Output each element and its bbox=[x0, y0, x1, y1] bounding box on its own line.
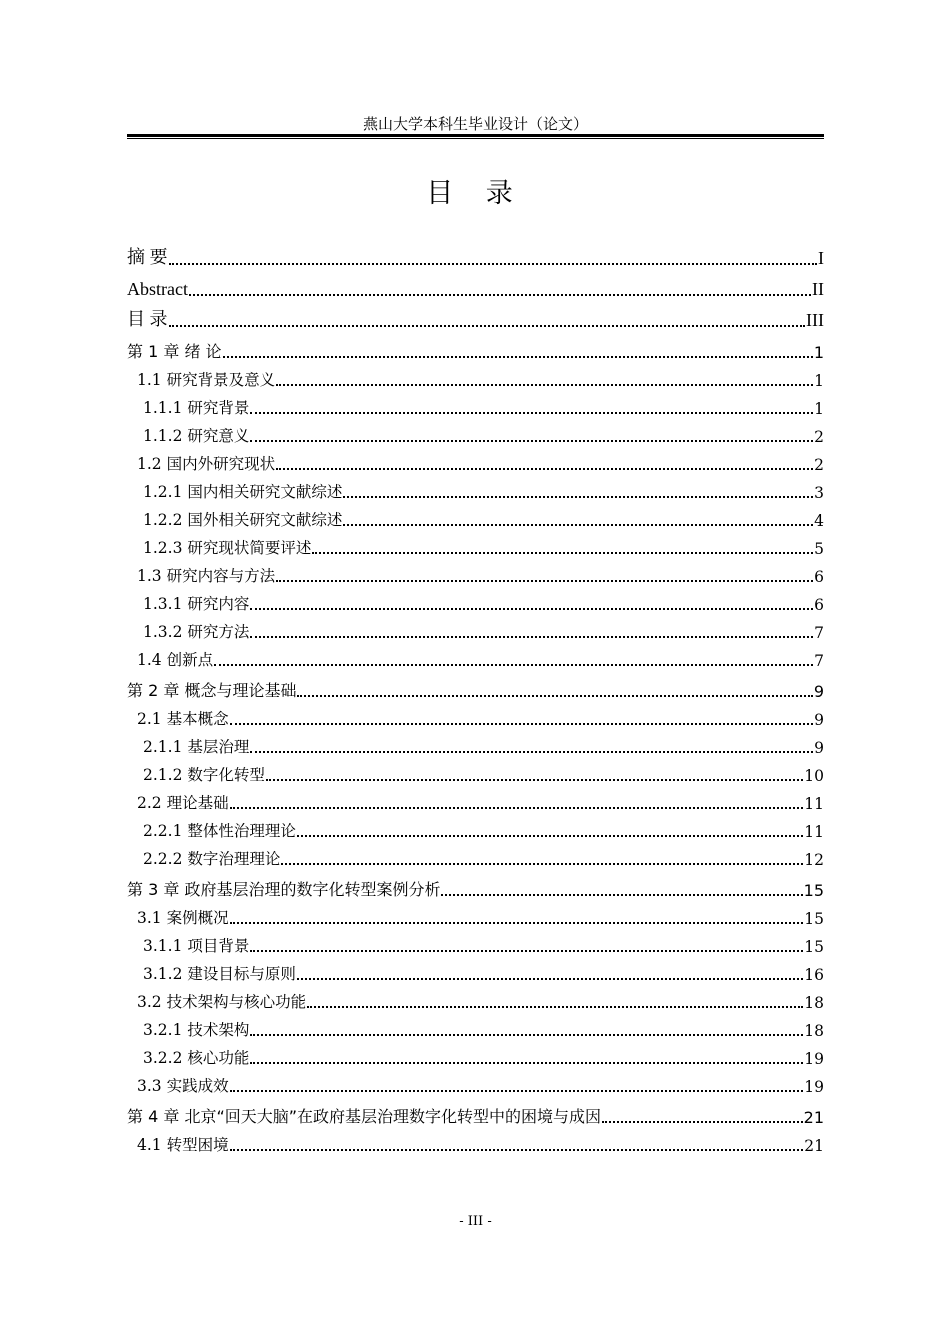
toc-entry-page: 16 bbox=[804, 966, 824, 984]
toc-entry[interactable] bbox=[127, 502, 824, 530]
toc-entry[interactable] bbox=[127, 1040, 824, 1068]
toc-entry-page: 12 bbox=[804, 851, 824, 869]
toc-entry[interactable] bbox=[127, 474, 824, 502]
toc-entry-label: Abstract bbox=[127, 279, 188, 299]
toc-leader-dots bbox=[189, 278, 811, 296]
toc-entry[interactable] bbox=[127, 813, 824, 841]
toc-leader-dots bbox=[230, 708, 814, 726]
toc-entry-label: 2.1.1 基层治理 bbox=[143, 738, 250, 756]
toc-leader-dots bbox=[343, 481, 813, 499]
toc-leader-dots bbox=[281, 848, 803, 866]
toc-entry-label: 2.1 基本概念 bbox=[137, 710, 229, 728]
toc-entry[interactable] bbox=[127, 446, 824, 474]
toc-entry[interactable] bbox=[127, 530, 824, 558]
toc-entry-label: 1.1 研究背景及意义 bbox=[137, 371, 276, 389]
toc-entry[interactable] bbox=[127, 900, 824, 928]
toc-leader-dots bbox=[266, 764, 803, 782]
toc-entry-label: 1.3 研究内容与方法 bbox=[137, 567, 276, 585]
table-of-contents bbox=[127, 238, 824, 1155]
toc-entry-page: 9 bbox=[814, 711, 824, 729]
toc-leader-dots bbox=[297, 820, 803, 838]
toc-entry-page: 21 bbox=[803, 1108, 824, 1127]
toc-entry-page: 18 bbox=[804, 994, 824, 1012]
toc-leader-dots bbox=[223, 340, 813, 358]
toc-entry[interactable] bbox=[127, 1068, 824, 1096]
toc-leader-dots bbox=[343, 509, 813, 527]
toc-leader-dots bbox=[250, 621, 813, 639]
toc-entry-page: 7 bbox=[814, 624, 824, 642]
running-header: 燕山大学本科生毕业设计（论文） bbox=[362, 115, 588, 133]
toc-entry-label: 目 录 bbox=[127, 309, 168, 329]
toc-entry-label: 1.3.1 研究内容 bbox=[143, 595, 250, 613]
toc-leader-dots bbox=[230, 907, 804, 925]
toc-entry-page: 5 bbox=[814, 540, 824, 558]
toc-leader-dots bbox=[169, 309, 806, 327]
toc-entry[interactable] bbox=[127, 642, 824, 670]
toc-entry[interactable] bbox=[127, 757, 824, 785]
toc-entry-label: 1.2.1 国内相关研究文献综述 bbox=[143, 483, 343, 501]
toc-leader-dots bbox=[602, 1105, 803, 1123]
toc-leader-dots bbox=[250, 593, 813, 611]
toc-entry-label: 3.1.2 建设目标与原则 bbox=[143, 965, 296, 983]
header-rule-thin bbox=[127, 138, 824, 139]
toc-leader-dots bbox=[307, 991, 803, 1009]
toc-entry-page: 4 bbox=[814, 512, 824, 530]
toc-entry[interactable] bbox=[127, 614, 824, 642]
toc-entry-label: 1.3.2 研究方法 bbox=[143, 623, 250, 641]
toc-entry-page: 15 bbox=[804, 910, 824, 928]
toc-leader-dots bbox=[441, 878, 802, 896]
toc-entry-label: 3.2.1 技术架构 bbox=[143, 1021, 250, 1039]
toc-entry[interactable] bbox=[127, 300, 824, 331]
toc-entry-page: 7 bbox=[814, 652, 824, 670]
toc-entry[interactable] bbox=[127, 956, 824, 984]
toc-entry[interactable] bbox=[127, 729, 824, 757]
toc-entry-label: 2.2.1 整体性治理理论 bbox=[143, 822, 296, 840]
toc-leader-dots bbox=[276, 369, 813, 387]
toc-entry[interactable] bbox=[127, 1127, 824, 1155]
toc-entry-page: 1 bbox=[814, 400, 824, 418]
toc-entry-label: 第 3 章 政府基层治理的数字化转型案例分析 bbox=[127, 880, 441, 899]
toc-entry-label: 1.1.1 研究背景 bbox=[143, 399, 250, 417]
toc-entry-page: II bbox=[812, 279, 824, 299]
toc-entry-page: 19 bbox=[804, 1050, 824, 1068]
toc-entry-label: 第 1 章 绪 论 bbox=[127, 342, 222, 361]
toc-entry-page: 6 bbox=[814, 596, 824, 614]
toc-entry[interactable] bbox=[127, 238, 824, 269]
toc-leader-dots bbox=[230, 1134, 804, 1152]
toc-entry-page: 15 bbox=[803, 881, 824, 900]
toc-entry-label: 1.2 国内外研究现状 bbox=[137, 455, 276, 473]
toc-entry-page: 9 bbox=[813, 682, 824, 701]
toc-entry-label: 摘 要 bbox=[127, 247, 168, 267]
toc-entry-page: III bbox=[806, 310, 824, 330]
toc-entry[interactable] bbox=[127, 670, 824, 701]
toc-entry-label: 4.1 转型困境 bbox=[137, 1136, 229, 1154]
toc-entry-label: 1.4 创新点 bbox=[137, 651, 214, 669]
toc-leader-dots bbox=[297, 679, 812, 697]
page-title: 目 录 bbox=[426, 178, 525, 209]
toc-entry-page: 2 bbox=[814, 456, 824, 474]
toc-leader-dots bbox=[297, 963, 803, 981]
toc-leader-dots bbox=[250, 736, 813, 754]
toc-entry-label: 3.3 实践成效 bbox=[137, 1077, 229, 1095]
toc-entry[interactable] bbox=[127, 390, 824, 418]
page-number: - III - bbox=[459, 1214, 492, 1229]
toc-entry[interactable] bbox=[127, 1012, 824, 1040]
toc-leader-dots bbox=[276, 565, 813, 583]
toc-leader-dots bbox=[214, 649, 813, 667]
toc-leader-dots bbox=[312, 537, 813, 555]
toc-entry-page: 10 bbox=[804, 767, 824, 785]
toc-entry[interactable] bbox=[127, 1096, 824, 1127]
toc-entry-page: 15 bbox=[804, 938, 824, 956]
toc-leader-dots bbox=[250, 935, 803, 953]
toc-leader-dots bbox=[276, 453, 813, 471]
toc-entry-label: 2.1.2 数字化转型 bbox=[143, 766, 265, 784]
toc-entry[interactable] bbox=[127, 701, 824, 729]
toc-entry-page: 11 bbox=[804, 795, 824, 813]
toc-entry-label: 1.2.2 国外相关研究文献综述 bbox=[143, 511, 343, 529]
toc-entry-label: 3.2.2 核心功能 bbox=[143, 1049, 250, 1067]
toc-entry-label: 第 4 章 北京“回天大脑”在政府基层治理数字化转型中的困境与成因 bbox=[127, 1107, 602, 1126]
toc-entry-page: 9 bbox=[814, 739, 824, 757]
toc-entry-page: I bbox=[818, 248, 824, 268]
toc-entry[interactable] bbox=[127, 418, 824, 446]
toc-leader-dots bbox=[250, 1019, 803, 1037]
toc-entry-page: 18 bbox=[804, 1022, 824, 1040]
toc-leader-dots bbox=[230, 792, 804, 810]
toc-leader-dots bbox=[250, 1047, 803, 1065]
toc-entry[interactable] bbox=[127, 331, 824, 362]
toc-entry-page: 21 bbox=[804, 1137, 824, 1155]
toc-entry-page: 6 bbox=[814, 568, 824, 586]
toc-entry-label: 1.1.2 研究意义 bbox=[143, 427, 250, 445]
header-rule-thick bbox=[127, 134, 824, 137]
toc-entry[interactable] bbox=[127, 586, 824, 614]
toc-entry-page: 3 bbox=[814, 484, 824, 502]
toc-entry-label: 3.1.1 项目背景 bbox=[143, 937, 250, 955]
toc-entry-page: 1 bbox=[814, 372, 824, 390]
toc-entry[interactable] bbox=[127, 984, 824, 1012]
toc-entry-page: 2 bbox=[814, 428, 824, 446]
toc-entry[interactable] bbox=[127, 269, 824, 300]
toc-leader-dots bbox=[250, 397, 813, 415]
toc-entry[interactable] bbox=[127, 362, 824, 390]
toc-leader-dots bbox=[250, 425, 813, 443]
toc-entry[interactable] bbox=[127, 785, 824, 813]
toc-entry-label: 2.2.2 数字治理理论 bbox=[143, 850, 281, 868]
toc-entry[interactable] bbox=[127, 869, 824, 900]
toc-entry[interactable] bbox=[127, 841, 824, 869]
toc-entry-label: 2.2 理论基础 bbox=[137, 794, 229, 812]
toc-entry-page: 19 bbox=[804, 1078, 824, 1096]
toc-leader-dots bbox=[230, 1075, 804, 1093]
toc-entry[interactable] bbox=[127, 558, 824, 586]
toc-leader-dots bbox=[169, 247, 818, 265]
toc-entry-label: 第 2 章 概念与理论基础 bbox=[127, 681, 297, 700]
toc-entry[interactable] bbox=[127, 928, 824, 956]
toc-entry-page: 1 bbox=[813, 343, 824, 362]
toc-entry-label: 1.2.3 研究现状简要评述 bbox=[143, 539, 312, 557]
toc-entry-page: 11 bbox=[804, 823, 824, 841]
toc-entry-label: 3.2 技术架构与核心功能 bbox=[137, 993, 307, 1011]
toc-entry-label: 3.1 案例概况 bbox=[137, 909, 229, 927]
